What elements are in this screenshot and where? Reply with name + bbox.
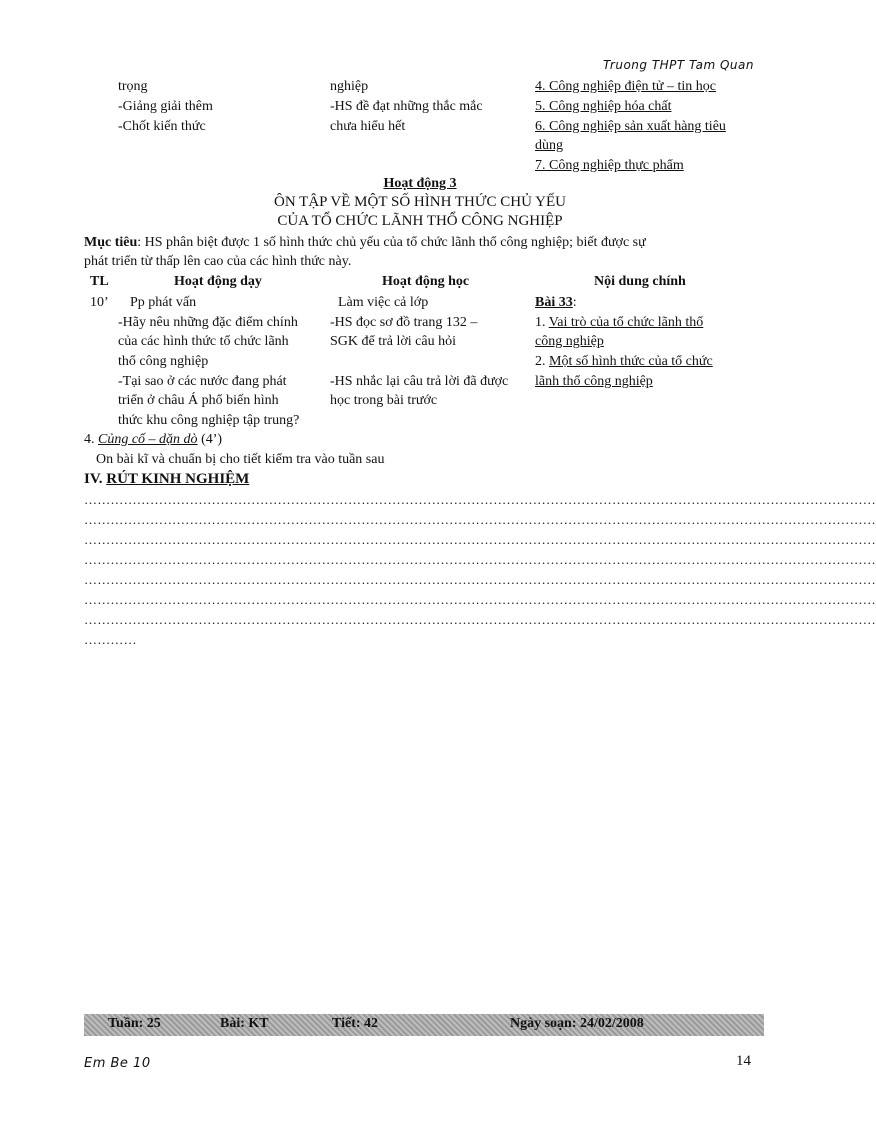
teach-text: trọng bbox=[118, 79, 148, 94]
teach-text: Pp phát vấn bbox=[130, 295, 197, 310]
teach-text: -Chốt kiến thức bbox=[118, 119, 206, 134]
note-line: ……………………………………………………………………………………………………………………………………………………………… bbox=[84, 612, 876, 627]
content-item: 7. Công nghiệp thực phẩm bbox=[535, 158, 684, 173]
content-item bbox=[535, 353, 713, 371]
note-line: ……………………………………………………………………………………………………………………………………………………………… bbox=[84, 492, 876, 507]
footer-date: Ngày soạn: 24/02/2008 bbox=[510, 1016, 644, 1031]
objective-text: : HS phân biệt được 1 số hình thức chủ yếu của tổ chức lãnh thổ công nghiệp; biết được sự bbox=[137, 235, 646, 250]
teach-text: -Giảng giải thêm bbox=[118, 99, 213, 114]
section-title: RÚT KINH NGHIỆM bbox=[106, 471, 250, 487]
learn-text: nghiệp bbox=[330, 79, 369, 94]
content-item: 5. Công nghiệp hóa chất bbox=[535, 99, 672, 114]
review-heading bbox=[84, 431, 222, 449]
footer-author: Em Be 10 bbox=[84, 1056, 151, 1071]
review-text: On bài kĩ và chuẩn bị cho tiết kiểm tra vào tuần sau bbox=[96, 452, 385, 467]
teach-text: của các hình thức tổ chức lãnh bbox=[118, 334, 289, 349]
learn-text: chưa hiểu hết bbox=[330, 119, 406, 134]
review-label: Củng cố – dặn dò bbox=[98, 432, 198, 447]
content-item-number: 1. bbox=[535, 315, 549, 330]
content-item-number: 2. bbox=[535, 354, 549, 369]
learn-text: Làm việc cả lớp bbox=[338, 295, 429, 310]
school-header: Truong THPT Tam Quan bbox=[603, 58, 754, 72]
learn-text: -HS đọc sơ đồ trang 132 – bbox=[330, 315, 478, 330]
activity-heading: CỦA TỔ CHỨC LÃNH THỔ CÔNG NGHIỆP bbox=[277, 213, 563, 229]
content-item-text: công nghiệp bbox=[535, 334, 604, 349]
footer-bar bbox=[84, 1014, 764, 1036]
teach-text: -Hãy nêu những đặc điểm chính bbox=[118, 315, 298, 330]
footer-period: Tiết: 42 bbox=[332, 1016, 379, 1031]
content-item bbox=[535, 314, 703, 332]
note-line: ………… bbox=[84, 632, 137, 647]
review-prefix: 4. bbox=[84, 432, 98, 447]
objective-label: Mục tiêu bbox=[84, 235, 138, 250]
activity-heading: ÔN TẬP VỀ MỘT SỐ HÌNH THỨC CHỦ YẾU bbox=[274, 194, 566, 210]
column-header: Hoạt động dạy bbox=[174, 274, 262, 289]
lesson-colon: : bbox=[572, 295, 577, 310]
learn-text: -HS đề đạt những thắc mắc bbox=[330, 99, 483, 114]
content-item-text: lãnh thổ công nghiệp bbox=[535, 374, 653, 389]
activity-title: Hoạt động 3 bbox=[383, 176, 457, 191]
note-line: ……………………………………………………………………………………………………………………………………………………………… bbox=[84, 572, 876, 587]
content-item-text: Một số hình thức của tổ chức bbox=[549, 354, 713, 369]
lesson-number: Bài 33 bbox=[535, 295, 573, 310]
column-header: TL bbox=[90, 274, 109, 289]
content-item: 6. Công nghiệp sản xuất hàng tiêu bbox=[535, 119, 726, 134]
note-line: ……………………………………………………………………………………………………………………………………………………………… bbox=[84, 552, 876, 567]
footer-lesson: Bài: KT bbox=[220, 1016, 269, 1031]
learn-text: SGK để trả lời câu hỏi bbox=[330, 334, 456, 349]
learn-text: học trong bài trước bbox=[330, 393, 438, 408]
column-header: Nội dung chính bbox=[594, 274, 686, 289]
review-time: (4’) bbox=[197, 432, 223, 447]
footer-week: Tuần: 25 bbox=[108, 1016, 161, 1031]
note-line: ……………………………………………………………………………………………………………………………………………………………… bbox=[84, 532, 876, 547]
objective-text: phát triển từ thấp lên cao của các hình thức này. bbox=[84, 254, 352, 269]
teach-text: -Tại sao ở các nước đang phát bbox=[118, 374, 287, 389]
teach-text: thổ công nghiệp bbox=[118, 354, 209, 369]
lesson-label bbox=[535, 294, 577, 312]
time-cell: 10’ bbox=[90, 295, 109, 310]
teach-text: thức khu công nghiệp tập trung? bbox=[118, 413, 300, 428]
content-item: 4. Công nghiệp điện tử – tin học bbox=[535, 79, 717, 94]
section-number: IV. bbox=[84, 471, 107, 487]
note-line: ……………………………………………………………………………………………………………………………………………………………… bbox=[84, 512, 876, 527]
teach-text: triển ở châu Á phổ biến hình bbox=[118, 393, 279, 408]
learn-text: -HS nhắc lại câu trả lời đã được bbox=[330, 374, 509, 389]
note-line: ……………………………………………………………………………………………………………………………………………………………… bbox=[84, 592, 876, 607]
content-item-text: Vai trò của tổ chức lãnh thổ bbox=[548, 315, 704, 330]
objective bbox=[84, 234, 646, 252]
section-iv-heading bbox=[84, 470, 249, 488]
column-header: Hoạt động học bbox=[382, 274, 470, 289]
page-number: 14 bbox=[736, 1053, 751, 1069]
content-item: dùng bbox=[535, 138, 563, 153]
